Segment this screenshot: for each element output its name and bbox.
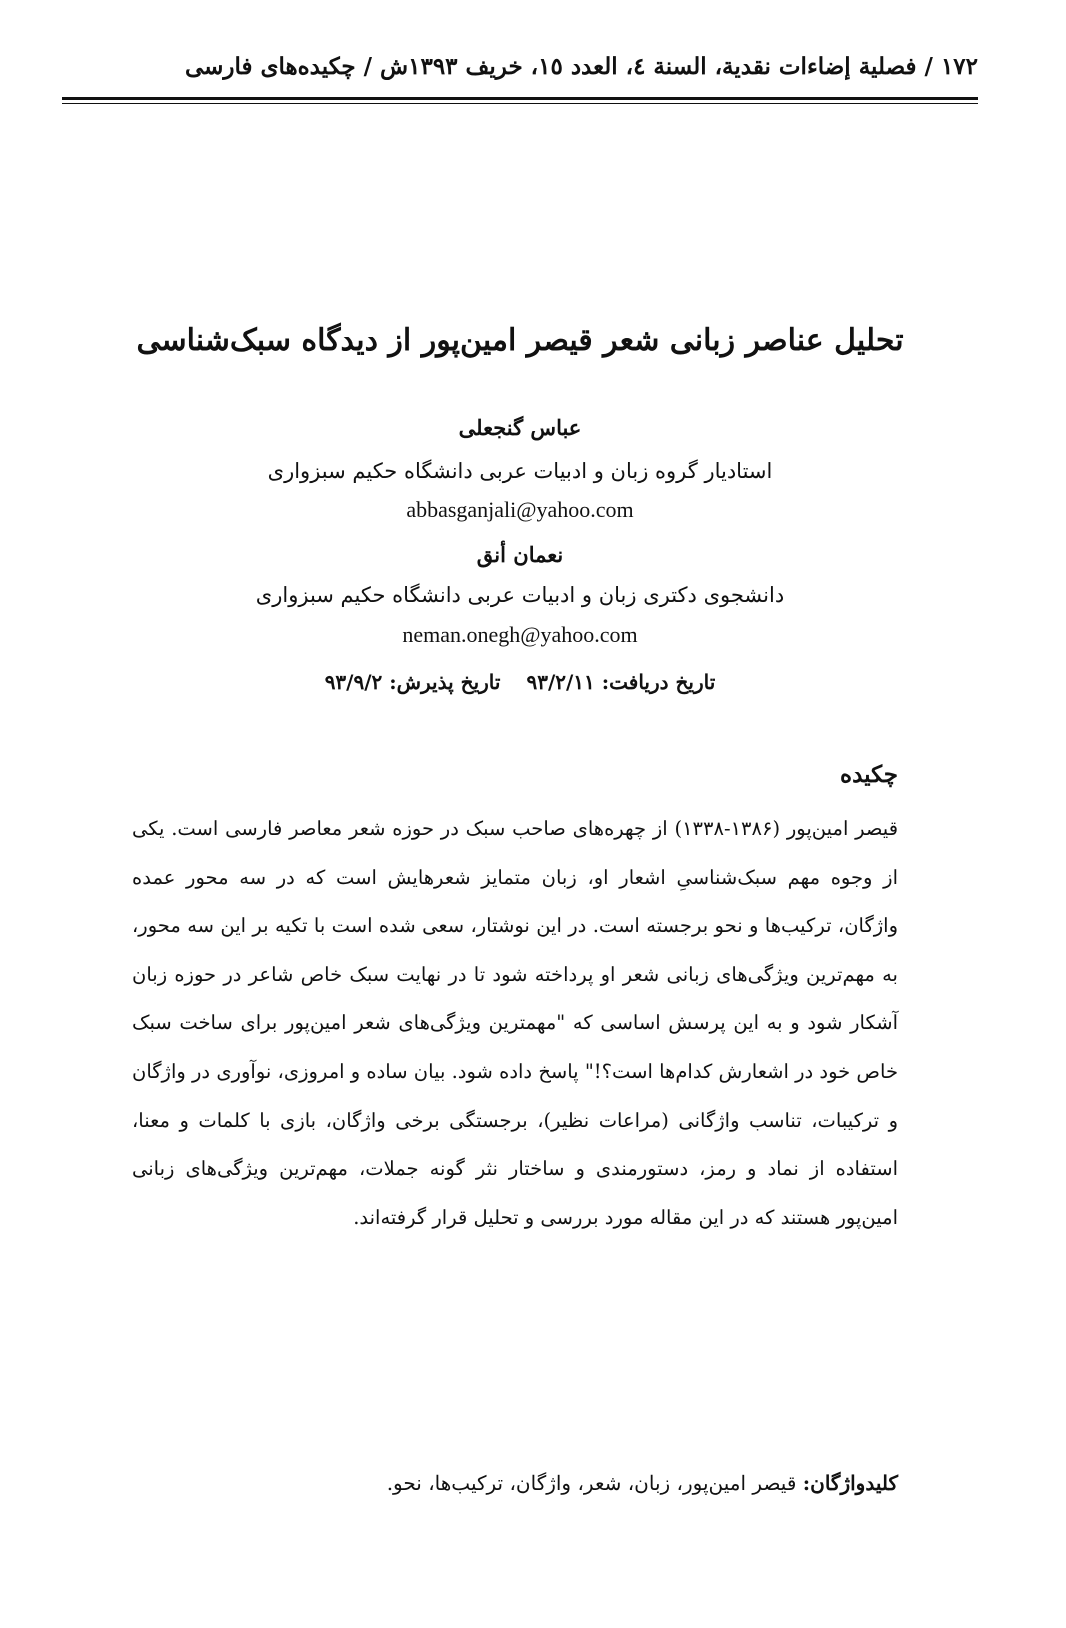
dates-line [150, 666, 890, 698]
author-1-email[interactable]: abbasganjali@yahoo.com [406, 497, 634, 522]
abstract-heading: چکیده [840, 761, 898, 788]
keywords-line [387, 1467, 898, 1499]
article-title: تحلیل عناصر زبانی شعر قیصر امین‌پور از دیدگاه سبک‌شناسی [136, 323, 904, 358]
abstract-body: قیصر امین‌پور (۱۳۸۶-۱۳۳۸) از چهره‌های صاحب سبک در حوزه شعر معاصر فارسی است. یکی از وجوه مهم سبک‌شناسیِ اشعار او، زبان متمایز شعرهایش است که در سه محور عمده واژگان، ترکیب‌ها و نحو برجسته است. در این نوشتار، سعی شده است با تکیه بر این سه محور، به مهم‌ترین ویژگی‌های زبانی شعر او پرداخته شود تا در نهایت سبک خاص شاعر در حوزه زبان آشکار شود و به این پرسش اساسی که "مهمترین ویژگی‌های شعر امین‌پور برای ساخت سبک خاص خود در اشعارش کدام‌ها است؟!" پاسخ داده شود. بیان ساده و امروزی، نوآوری در واژگان و ترکیبات، تناسب واژگانی (مراعات نظیر)، برجستگی برخی واژگان، بازی با کلمات و معنا، استفاده از نماد و رمز، دستورمندی و ساختار نثر گونه جملات، مهم‌ترین ویژگی‌های زبانی امین‌پور هستند که در این مقاله مورد بررسی و تحلیل قرار گرفته‌اند. [132, 817, 899, 1229]
keywords-text: قیصر امین‌پور، زبان، شعر، واژگان، ترکیب‌ها، نحو. [386, 1471, 797, 1495]
running-header: ۱۷۲ / فصلية إضاءات نقدية، السنة ٤، العدد ١٥، خريف ۱۳۹۳ش / چکیده‌های فارسی [184, 53, 978, 80]
header-rule-thin [62, 103, 978, 104]
author-2-email[interactable]: neman.onegh@yahoo.com [402, 622, 638, 647]
received-date: تاریخ دریافت: ۹۳/۲/۱۱ [526, 670, 716, 694]
author-2-affiliation: دانشجوی دکتری زبان و ادبیات عربی دانشگاه حکیم سبزواری [255, 583, 785, 607]
header-rule [62, 97, 978, 100]
keywords-label: کلیدواژگان: [802, 1471, 898, 1495]
author-1-name: عباس گنجعلی [458, 415, 582, 440]
author-2-name: نعمان أنق [476, 542, 564, 567]
author-1-affiliation: استادیار گروه زبان و ادبیات عربی دانشگاه حکیم سبزواری [267, 459, 773, 483]
accepted-date: تاریخ پذیرش: ۹۳/۹/۲ [324, 670, 501, 694]
